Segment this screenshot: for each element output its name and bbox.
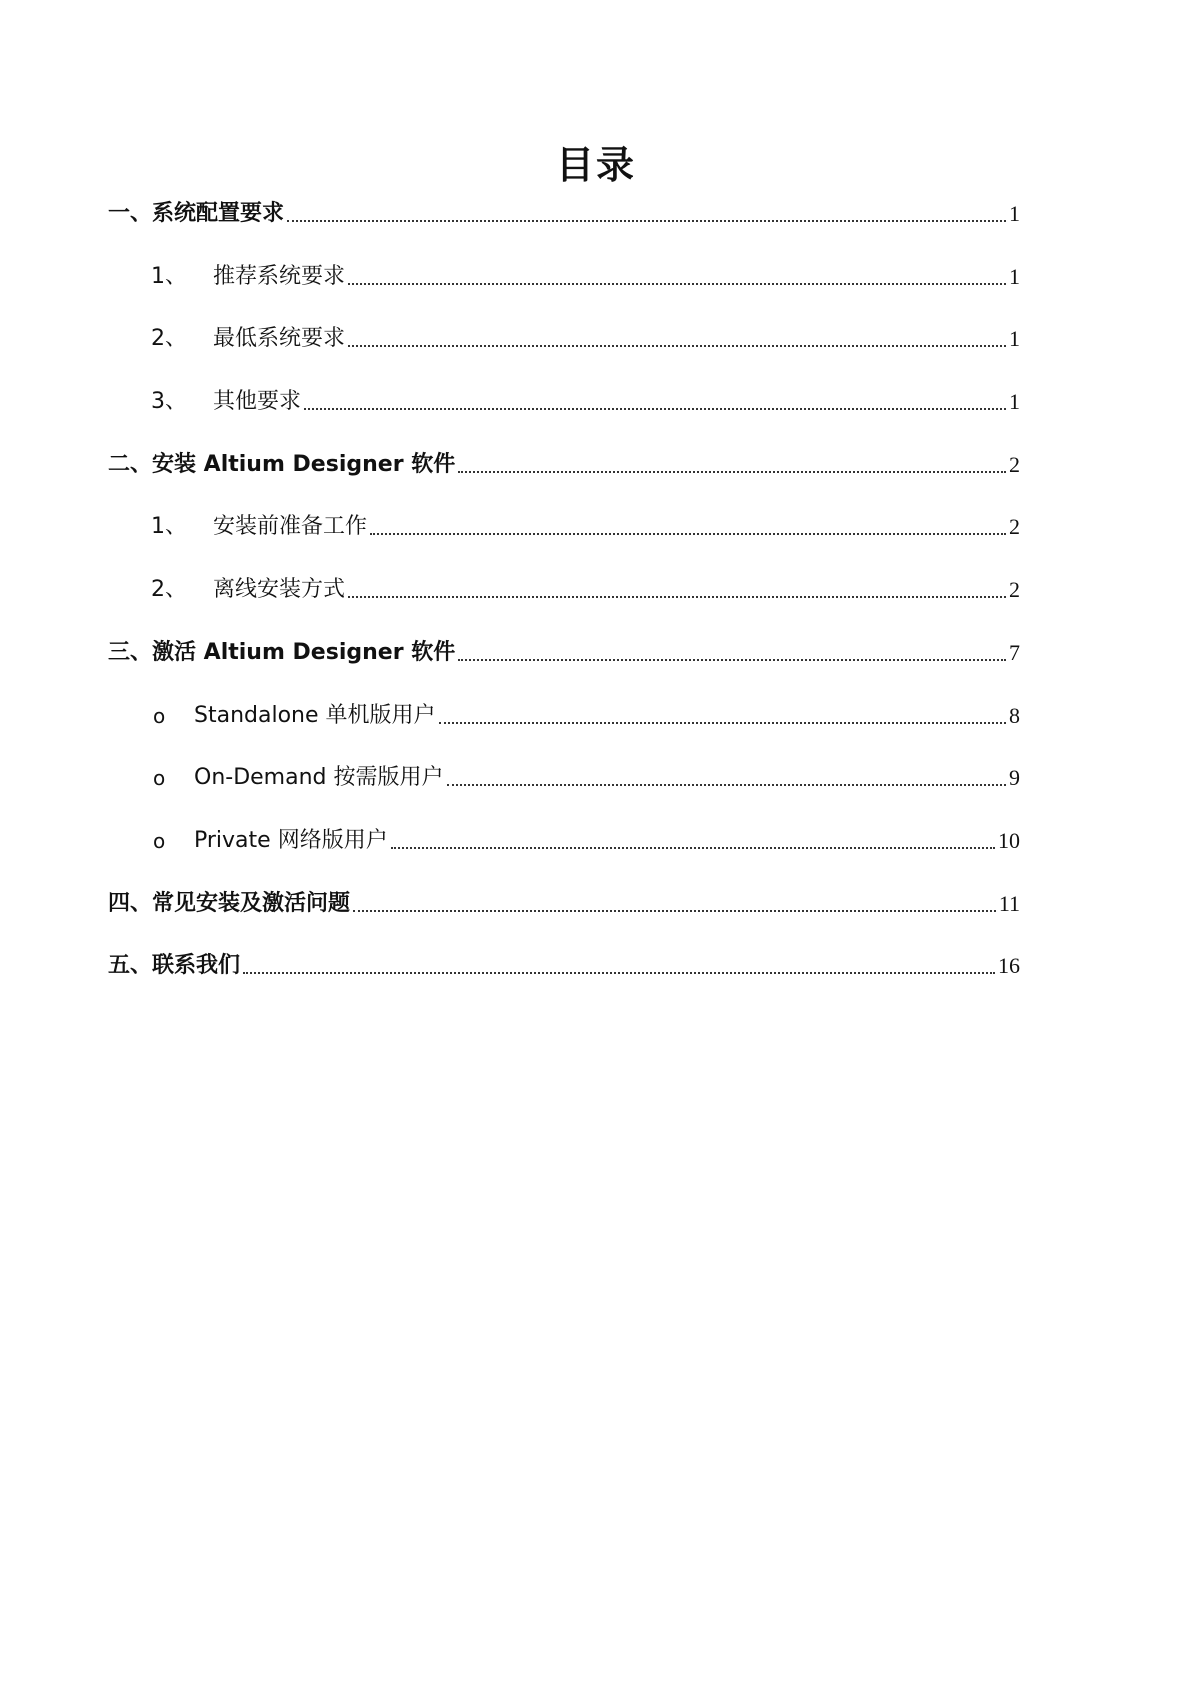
toc-leader-dots [348, 596, 1006, 598]
toc-leader-dots [391, 847, 995, 849]
toc-leader-dots [304, 408, 1006, 410]
toc-entry[interactable] [108, 416, 1020, 479]
toc-entry-page: 7 [1009, 639, 1020, 665]
bullet-icon: o [153, 828, 166, 853]
bullet-icon: o [153, 766, 166, 791]
toc-entry-number: 一、 [108, 201, 153, 226]
toc-entry-text: 最低系统要求 [213, 326, 346, 352]
toc-entry-text: On-Demand 按需版用户 [194, 765, 444, 791]
toc-entry-number: 1、 [151, 514, 187, 540]
toc-entry-page: 9 [1009, 765, 1020, 791]
toc-entry-text: 常见安装及激活问题 [152, 890, 351, 916]
toc-leader-dots [348, 283, 1006, 285]
toc-entry-text: 离线安装方式 [213, 577, 346, 603]
toc-entry[interactable] [108, 918, 1020, 981]
toc-entry-text: Private 网络版用户 [194, 827, 388, 853]
toc-entry-number: 四、 [108, 890, 153, 916]
toc-entry[interactable] [108, 730, 1020, 793]
toc-entry-number: 3、 [151, 389, 187, 415]
toc-entry-page: 2 [1009, 451, 1020, 477]
toc-entry-text: 推荐系统要求 [213, 263, 346, 289]
bullet-icon: o [153, 703, 166, 728]
toc-entry-number: 二、 [108, 451, 153, 477]
toc-leader-dots [353, 910, 996, 912]
toc-entry-text: 其他要求 [213, 389, 302, 415]
toc-entry-page: 1 [1009, 389, 1020, 415]
toc-entry-text: 联系我们 [152, 953, 241, 979]
toc-entry-text: 安装 Altium Designer 软件 [152, 451, 456, 477]
toc-entry[interactable] [108, 479, 1020, 542]
toc-entry-page: 2 [1009, 577, 1020, 603]
toc-entry-page: 11 [998, 890, 1020, 916]
toc-entry-text: 安装前准备工作 [213, 514, 368, 540]
toc-entry[interactable] [108, 228, 1020, 291]
toc-entry-page: 10 [998, 827, 1020, 853]
toc-leader-dots [447, 784, 1007, 786]
toc-leader-dots [243, 972, 995, 974]
toc-leader-dots [458, 471, 1006, 473]
toc-entry-page: 8 [1009, 702, 1020, 728]
toc-entry-page: 16 [998, 953, 1020, 979]
toc-entry-text: Standalone 单机版用户 [194, 702, 436, 728]
toc-entry-number: 1、 [151, 263, 187, 289]
toc-title: 目录 [555, 143, 636, 187]
toc-entry-number: 五、 [108, 953, 153, 979]
toc-entry-text: 系统配置要求 [152, 201, 285, 226]
toc-entry[interactable] [108, 855, 1020, 918]
toc-leader-dots [370, 533, 1006, 535]
toc-entry-page: 2 [1009, 514, 1020, 540]
toc-entry-number: 三、 [108, 639, 153, 665]
toc-entry[interactable] [108, 667, 1020, 730]
toc-entry-page: 1 [1009, 326, 1020, 352]
toc-entry-page: 1 [1009, 263, 1020, 289]
toc-entry-text: 激活 Altium Designer 软件 [152, 639, 456, 665]
toc-entry[interactable] [108, 291, 1020, 354]
toc-entry[interactable] [108, 353, 1020, 416]
toc-leader-dots [348, 345, 1006, 347]
toc-leader-dots [287, 220, 1006, 222]
toc-leader-dots [439, 722, 1006, 724]
toc-entry[interactable] [108, 604, 1020, 667]
toc-entry[interactable] [108, 201, 1020, 228]
toc-entry[interactable] [108, 541, 1020, 604]
toc-list [108, 201, 1020, 980]
toc-entry[interactable] [108, 792, 1020, 855]
toc-entry-number: 2、 [151, 326, 187, 352]
toc-entry-page: 1 [1009, 201, 1020, 226]
toc-leader-dots [458, 659, 1006, 661]
toc-entry-number: 2、 [151, 577, 187, 603]
